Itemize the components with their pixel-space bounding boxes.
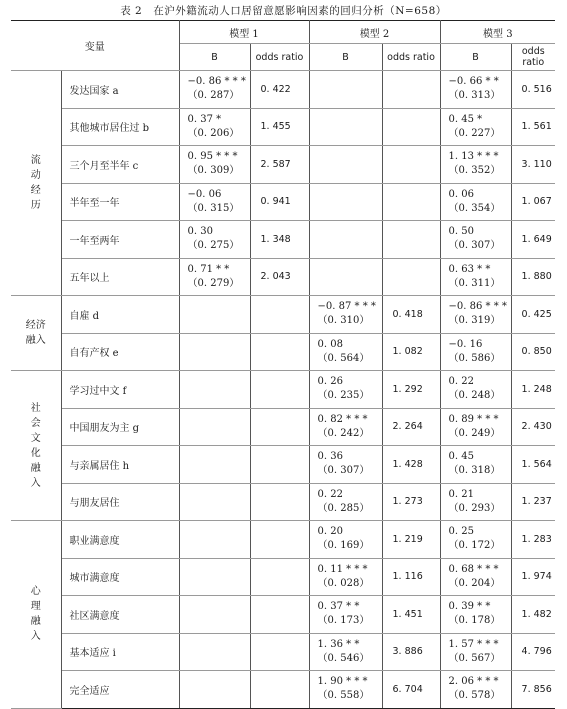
odds-ratio-cell	[250, 633, 309, 671]
coefficient-cell	[309, 333, 382, 371]
coefficient-value: −0. 16	[448, 338, 483, 350]
table-row	[11, 671, 555, 709]
coefficient-cell	[179, 596, 250, 634]
odds-ratio-cell	[250, 483, 309, 521]
coefficient-value: 2. 06 * * *	[448, 676, 499, 688]
odds-ratio-cell: 2. 587	[250, 146, 309, 184]
variable-label: 社区满意度	[61, 596, 179, 634]
coefficient-value: 0. 95 * * *	[187, 151, 238, 163]
category-label-part: 融	[30, 616, 41, 628]
coefficient-cell	[179, 633, 250, 671]
standard-error-value: （0. 352）	[448, 165, 501, 177]
table-caption: 表 2 在沪外籍流动人口居留意愿影响因素的回归分析（N=658）	[120, 5, 447, 17]
coefficient-cell	[309, 483, 382, 521]
standard-error-value: （0. 275）	[187, 240, 240, 252]
table-row	[11, 333, 555, 371]
coefficient-value: 0. 71 * *	[187, 263, 230, 275]
table-row	[11, 108, 555, 146]
coefficient-cell	[309, 446, 382, 484]
coefficient-cell	[309, 221, 382, 259]
coefficient-cell	[179, 408, 250, 446]
model-1-b-header: B	[179, 44, 250, 71]
table-row	[11, 558, 555, 596]
odds-ratio-cell: 3. 886	[382, 633, 440, 671]
coefficient-cell	[179, 146, 250, 184]
coefficient-cell	[309, 108, 382, 146]
coefficient-value: 0. 08	[317, 338, 343, 350]
standard-error-value: （0. 169）	[317, 540, 370, 552]
odds-ratio-cell	[382, 108, 440, 146]
standard-error-value: （0. 307）	[317, 465, 370, 477]
odds-ratio-cell: 1. 219	[382, 521, 440, 559]
coefficient-cell	[179, 446, 250, 484]
odds-ratio-cell	[382, 71, 440, 109]
odds-ratio-cell: 1. 564	[511, 446, 555, 484]
standard-error-value: （0. 307）	[448, 240, 501, 252]
coefficient-cell	[440, 146, 511, 184]
coefficient-value: 1. 13 * * *	[448, 151, 499, 163]
odds-ratio-cell	[250, 558, 309, 596]
odds-ratio-cell	[382, 258, 440, 296]
category-label-part: 入	[30, 631, 41, 643]
coefficient-cell	[440, 633, 511, 671]
standard-error-value: （0. 309）	[187, 165, 240, 177]
coefficient-value: 0. 06	[448, 188, 474, 200]
odds-ratio-cell: 2. 264	[382, 408, 440, 446]
coefficient-value: −0. 66 * *	[448, 76, 499, 88]
odds-ratio-cell	[250, 671, 309, 709]
category-label-part: 融入	[25, 335, 46, 346]
odds-ratio-cell: 1. 451	[382, 596, 440, 634]
coefficient-cell	[309, 408, 382, 446]
coefficient-cell	[309, 296, 382, 334]
odds-ratio-cell: 7. 856	[511, 671, 555, 709]
odds-ratio-cell: 1. 974	[511, 558, 555, 596]
coefficient-cell	[440, 371, 511, 409]
category-label-part: 理	[30, 601, 41, 613]
standard-error-value: （0. 354）	[448, 202, 501, 214]
coefficient-value: 0. 11 * * *	[317, 563, 368, 575]
standard-error-value: （0. 172）	[448, 540, 501, 552]
coefficient-cell	[440, 183, 511, 221]
coefficient-cell	[440, 408, 511, 446]
odds-ratio-cell: 1. 649	[511, 221, 555, 259]
coefficient-cell	[309, 71, 382, 109]
odds-ratio-cell: 1. 561	[511, 108, 555, 146]
coefficient-cell	[309, 671, 382, 709]
standard-error-value: （0. 206）	[187, 127, 240, 139]
odds-ratio-cell: 4. 796	[511, 633, 555, 671]
odds-ratio-cell: 1. 248	[511, 371, 555, 409]
odds-ratio-cell: 0. 850	[511, 333, 555, 371]
category-label-part: 心	[30, 586, 41, 598]
coefficient-value: 0. 39 * *	[448, 601, 491, 613]
coefficient-cell	[440, 221, 511, 259]
standard-error-value: （0. 242）	[317, 427, 370, 439]
coefficient-value: 0. 36	[317, 451, 343, 463]
coefficient-value: 1. 90 * * *	[317, 676, 368, 688]
standard-error-value: （0. 293）	[448, 502, 501, 514]
coefficient-cell	[179, 558, 250, 596]
coefficient-cell	[179, 483, 250, 521]
odds-ratio-cell: 0. 422	[250, 71, 309, 109]
odds-ratio-cell: 1. 880	[511, 258, 555, 296]
variable-label: 自有产权 e	[61, 333, 179, 371]
coefficient-cell	[309, 521, 382, 559]
coefficient-value: −0. 87 * * *	[317, 301, 376, 313]
coefficient-cell	[309, 558, 382, 596]
category-label-part: 融	[30, 462, 41, 474]
standard-error-value: （0. 285）	[317, 502, 370, 514]
coefficient-value: 0. 37 * *	[317, 601, 360, 613]
coefficient-value: 1. 36 * *	[317, 638, 360, 650]
coefficient-cell	[179, 221, 250, 259]
coefficient-value: 0. 82 * * *	[317, 413, 368, 425]
standard-error-value: （0. 578）	[448, 690, 501, 702]
coefficient-cell	[309, 596, 382, 634]
odds-ratio-cell: 1. 292	[382, 371, 440, 409]
coefficient-cell	[440, 71, 511, 109]
category-label-part: 社	[30, 402, 41, 414]
standard-error-value: （0. 235）	[317, 390, 370, 402]
odds-ratio-cell: 3. 110	[511, 146, 555, 184]
standard-error-value: （0. 311）	[448, 277, 501, 289]
standard-error-value: （0. 318）	[448, 465, 501, 477]
category-label	[11, 296, 61, 371]
category-label	[11, 521, 61, 709]
coefficient-cell	[179, 671, 250, 709]
coefficient-cell	[440, 483, 511, 521]
coefficient-cell	[309, 183, 382, 221]
category-label-part: 经	[30, 185, 41, 196]
coefficient-value: 0. 22	[448, 376, 474, 388]
coefficient-value: 0. 89 * * *	[448, 413, 499, 425]
variable-label: 其他城市居住过 b	[61, 108, 179, 146]
odds-ratio-cell: 0. 941	[250, 183, 309, 221]
table-row	[11, 596, 555, 634]
coefficient-cell	[440, 596, 511, 634]
coefficient-cell	[179, 71, 250, 109]
coefficient-value: 1. 57 * * *	[448, 638, 499, 650]
category-label-part: 入	[30, 477, 41, 489]
odds-ratio-cell: 1. 283	[511, 521, 555, 559]
odds-ratio-cell: 0. 516	[511, 71, 555, 109]
coefficient-value: −0. 86 * * *	[187, 76, 246, 88]
coefficient-cell	[179, 296, 250, 334]
odds-ratio-cell	[382, 221, 440, 259]
standard-error-value: （0. 204）	[448, 577, 501, 589]
standard-error-value: （0. 313）	[448, 90, 501, 102]
standard-error-value: （0. 227）	[448, 127, 501, 139]
model-2-b-header: B	[309, 44, 382, 71]
table-row	[11, 371, 555, 409]
coefficient-value: 0. 63 * *	[448, 263, 491, 275]
odds-ratio-cell: 1. 273	[382, 483, 440, 521]
coefficient-value: 0. 45 *	[448, 113, 483, 125]
odds-ratio-cell	[250, 446, 309, 484]
table-row	[11, 296, 555, 334]
odds-ratio-cell	[382, 146, 440, 184]
table-row	[11, 483, 555, 521]
odds-ratio-cell: 1. 348	[250, 221, 309, 259]
variable-label: 一年至两年	[61, 221, 179, 259]
standard-error-value: （0. 248）	[448, 390, 501, 402]
coefficient-cell	[309, 371, 382, 409]
category-label-part: 化	[30, 447, 41, 459]
coefficient-value: −0. 06	[187, 188, 222, 200]
odds-ratio-cell: 1. 455	[250, 108, 309, 146]
variable-label: 半年至一年	[61, 183, 179, 221]
standard-error-value: （0. 287）	[187, 90, 240, 102]
category-label-part: 会	[30, 417, 41, 429]
table-row	[11, 146, 555, 184]
variable-label: 城市满意度	[61, 558, 179, 596]
odds-ratio-cell: 1. 116	[382, 558, 440, 596]
regression-table	[11, 20, 555, 709]
odds-ratio-cell: 6. 704	[382, 671, 440, 709]
coefficient-cell	[440, 671, 511, 709]
odds-ratio-cell: 2. 043	[250, 258, 309, 296]
variable-label: 自雇 d	[61, 296, 179, 334]
standard-error-value: （0. 028）	[317, 577, 370, 589]
coefficient-value: 0. 25	[448, 526, 474, 538]
model-3-header: 模型 3	[440, 21, 555, 44]
variable-label: 学习过中文 f	[61, 371, 179, 409]
coefficient-cell	[440, 258, 511, 296]
standard-error-value: （0. 558）	[317, 690, 370, 702]
coefficient-cell	[309, 146, 382, 184]
variable-label: 职业满意度	[61, 521, 179, 559]
odds-ratio-cell: 1. 067	[511, 183, 555, 221]
category-label-part: 动	[30, 170, 41, 181]
coefficient-value: 0. 37 *	[187, 113, 222, 125]
variable-label: 与亲属居住 h	[61, 446, 179, 484]
coefficient-cell	[440, 446, 511, 484]
standard-error-value: （0. 546）	[317, 652, 370, 664]
category-label-part: 经济	[25, 320, 46, 331]
category-label-part: 文	[30, 432, 41, 444]
standard-error-value: （0. 564）	[317, 352, 370, 364]
coefficient-cell	[179, 108, 250, 146]
variable-header: 变量	[11, 21, 179, 71]
variable-label: 中国朋友为主 g	[61, 408, 179, 446]
coefficient-value: 0. 20	[317, 526, 343, 538]
coefficient-cell	[440, 108, 511, 146]
category-label-part: 流	[30, 155, 41, 166]
coefficient-cell	[179, 183, 250, 221]
coefficient-cell	[179, 371, 250, 409]
coefficient-cell	[440, 333, 511, 371]
table-row	[11, 258, 555, 296]
odds-ratio-cell	[250, 371, 309, 409]
coefficient-cell	[179, 333, 250, 371]
coefficient-value: 0. 30	[187, 226, 213, 238]
odds-ratio-cell: 0. 425	[511, 296, 555, 334]
standard-error-value: （0. 310）	[317, 315, 370, 327]
odds-ratio-cell: 1. 237	[511, 483, 555, 521]
table-row	[11, 633, 555, 671]
model-2-or-header: odds ratio	[382, 44, 440, 71]
model-2-header: 模型 2	[309, 21, 440, 44]
category-label-part: 历	[30, 200, 41, 211]
coefficient-cell	[179, 258, 250, 296]
coefficient-cell	[440, 296, 511, 334]
variable-label: 发达国家 a	[61, 71, 179, 109]
model-1-header: 模型 1	[179, 21, 309, 44]
coefficient-cell	[309, 258, 382, 296]
model-3-b-header: B	[440, 44, 511, 71]
standard-error-value: （0. 173）	[317, 615, 370, 627]
variable-label: 完全适应	[61, 671, 179, 709]
odds-ratio-cell: 2. 430	[511, 408, 555, 446]
odds-ratio-cell: 1. 428	[382, 446, 440, 484]
odds-ratio-cell	[250, 333, 309, 371]
odds-ratio-cell	[382, 183, 440, 221]
standard-error-value: （0. 319）	[448, 315, 501, 327]
table-row	[11, 521, 555, 559]
odds-ratio-cell: 1. 082	[382, 333, 440, 371]
variable-label: 与朋友居住	[61, 483, 179, 521]
odds-ratio-cell: 1. 482	[511, 596, 555, 634]
table-row	[11, 183, 555, 221]
table-row	[11, 446, 555, 484]
standard-error-value: （0. 567）	[448, 652, 501, 664]
table-row	[11, 71, 555, 109]
odds-ratio-cell: 0. 418	[382, 296, 440, 334]
coefficient-value: 0. 68 * * *	[448, 563, 499, 575]
standard-error-value: （0. 249）	[448, 427, 501, 439]
odds-ratio-cell	[250, 296, 309, 334]
odds-ratio-cell	[250, 408, 309, 446]
standard-error-value: （0. 586）	[448, 352, 501, 364]
category-label	[11, 371, 61, 521]
odds-ratio-cell	[250, 521, 309, 559]
coefficient-cell	[440, 558, 511, 596]
variable-label: 五年以上	[61, 258, 179, 296]
table-row	[11, 408, 555, 446]
model-1-or-header: odds ratio	[250, 44, 309, 71]
table-row	[11, 221, 555, 259]
coefficient-value: 0. 21	[448, 488, 474, 500]
odds-ratio-cell	[250, 596, 309, 634]
variable-label: 基本适应 i	[61, 633, 179, 671]
standard-error-value: （0. 315）	[187, 202, 240, 214]
coefficient-value: 0. 26	[317, 376, 343, 388]
coefficient-value: 0. 50	[448, 226, 474, 238]
category-label	[11, 71, 61, 296]
standard-error-value: （0. 178）	[448, 615, 501, 627]
coefficient-cell	[440, 521, 511, 559]
standard-error-value: （0. 279）	[187, 277, 240, 289]
coefficient-value: 0. 45	[448, 451, 474, 463]
model-3-or-header: odds ratio	[511, 44, 555, 71]
coefficient-cell	[309, 633, 382, 671]
coefficient-cell	[179, 521, 250, 559]
variable-label: 三个月至半年 c	[61, 146, 179, 184]
coefficient-value: 0. 22	[317, 488, 343, 500]
coefficient-value: −0. 86 * * *	[448, 301, 507, 313]
